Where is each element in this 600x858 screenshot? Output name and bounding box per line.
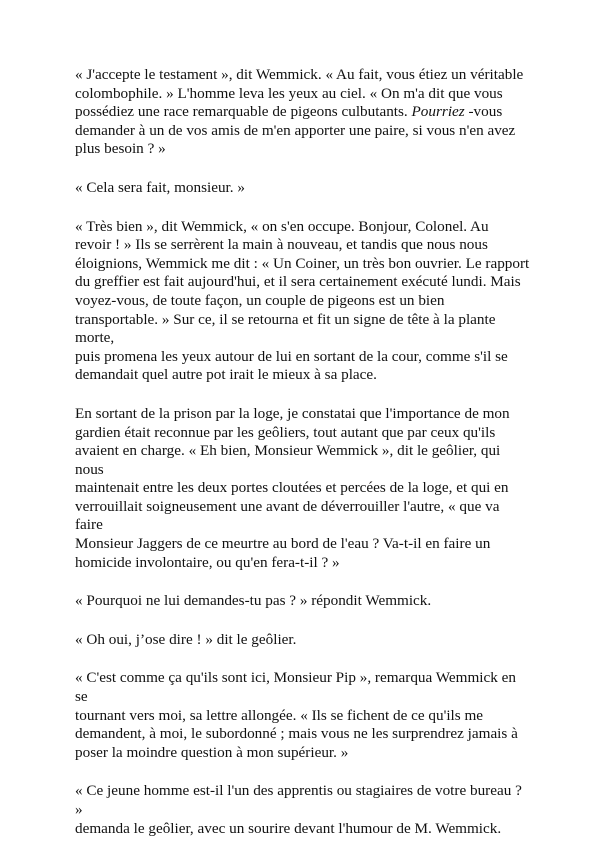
paragraph-8: « Ce jeune homme est-il l'un des apprentis ou stagiaires de votre bureau ? » demanda le geôlier, avec un sourire devant l'humour de M. Wemmick. — [75, 782, 522, 837]
paragraph-1-text-end: -vous demander à un de vos amis de m'en apporter une paire, si vous n'en avez plus besoin ? » — [75, 103, 516, 158]
paragraph-4: En sortant de la prison par la loge, je constatai que l'importance de mon gardien était reconnue par les geôliers, tout autant que par ceux qu'ils avaient en charge. « Eh bien, Monsieur Wemmick », dit le geôlier, qui nous maintenait entre les deux portes cloutées et percées de la loge, et qui en verrouillait soigneusement une avant de déverrouiller l'autre, « que va faire Monsieur Jaggers de ce meurtre au bord de l'eau ? Va-t-il en faire un homicide involontaire, ou qu'en fera-t-il ? » — [75, 404, 510, 571]
paragraph-7: « C'est comme ça qu'ils sont ici, Monsieur Pip », remarqua Wemmick en se tournant vers moi, sa lettre allongée. « Ils se fichent de ce qu'ils me demandent, à moi, le subordonné ; mais vous ne les surprendrez jamais à poser la moindre question à mon supérieur. » — [75, 669, 518, 761]
paragraph-2: « Cela sera fait, monsieur. » — [75, 178, 245, 196]
paragraph-1-text-start: « J'accepte le testament », dit Wemmick. « Au fait, vous étiez un véritable colombophile. » L'homme leva les yeux au ciel. « On m'a dit que vous possédiez une race remarquable de pigeons culbutants. — [75, 66, 524, 121]
paragraph-5: « Pourquoi ne lui demandes-tu pas ? » répondit Wemmick. — [75, 592, 432, 610]
document-page — [75, 66, 531, 858]
paragraph-1 — [75, 66, 531, 159]
paragraph-1-italic-word: Pourriez — [411, 103, 465, 121]
paragraph-3: « Très bien », dit Wemmick, « on s'en occupe. Bonjour, Colonel. Au revoir ! » Ils se serrèrent la main à nouveau, et tandis que nous nous éloignions, Wemmick me dit : « Un Coiner, un très bon ouvrier. Le rapport du greffier est fait aujourd'hui, et il sera certainement exécuté lundi. Mais voyez-vous, de toute façon, un couple de pigeons est un bien transportable. » Sur ce, il se retourna et fit un signe de tête à la plante morte, puis promena les yeux autour de lui en sortant de la cour, comme s'il se demandait quel autre pot irait le mieux à sa place. — [75, 217, 530, 384]
paragraph-6: « Oh oui, j’ose dire ! » dit le geôlier. — [75, 630, 297, 648]
